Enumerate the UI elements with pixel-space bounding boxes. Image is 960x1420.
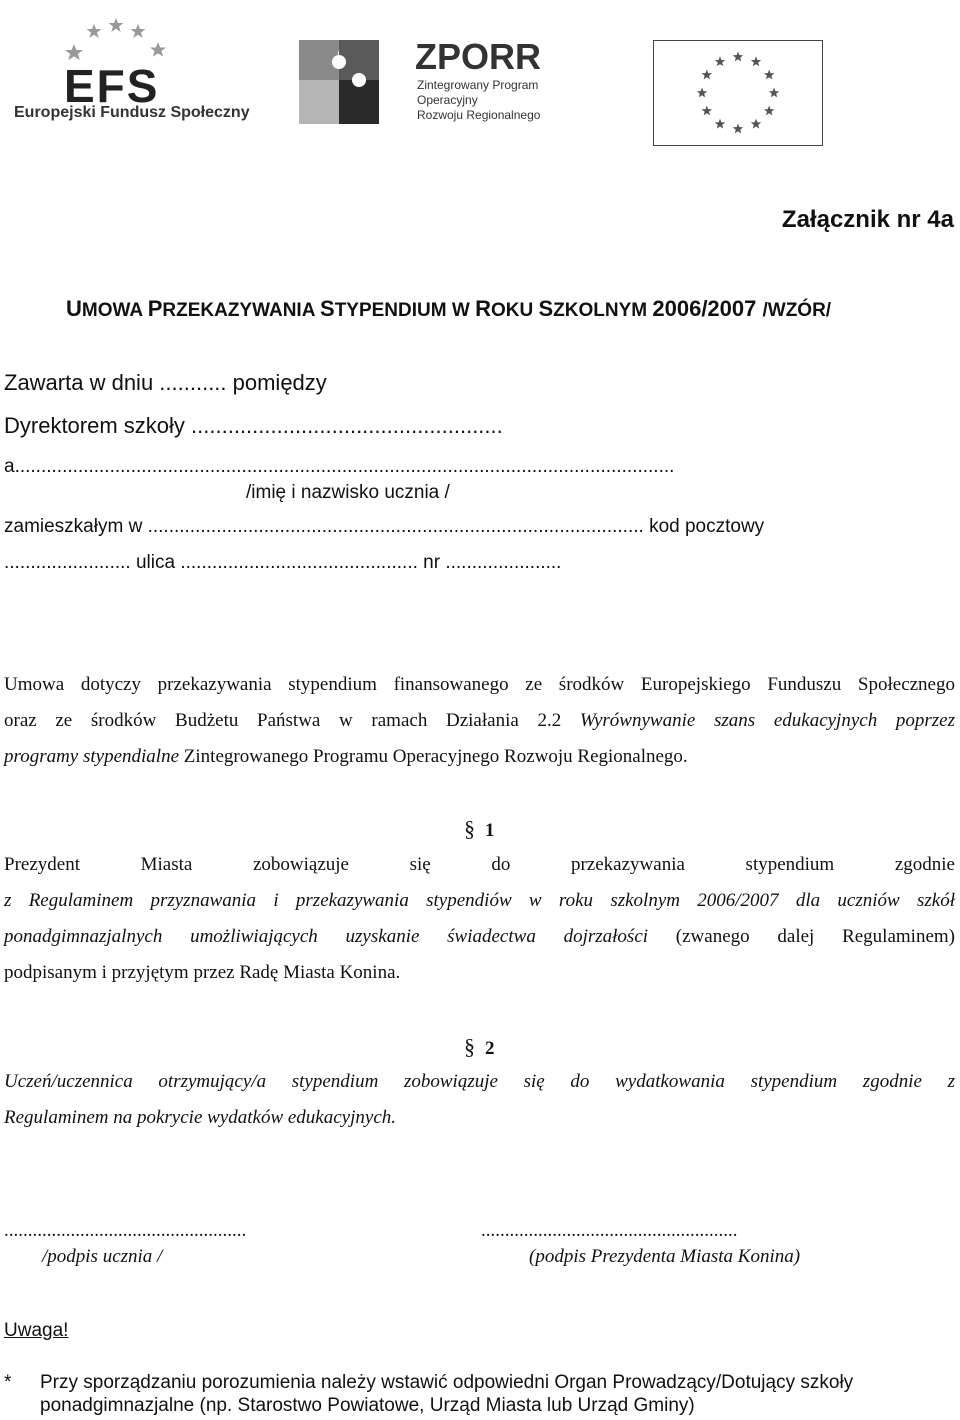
eu-star-icon: [769, 88, 779, 98]
student-name-caption: /imię i nazwisko ucznia /: [246, 482, 450, 503]
address-line: zamieszkałym w .............................................................................................. kod pocztowy: [4, 516, 765, 537]
student-name-line: a.............................................................................................................................: [4, 456, 675, 477]
section-1-line-3: ponadgimnazjalnych umożliwiających uzyskanie świadectwa dojrzałości (zwanego dalej Regulaminem): [4, 926, 955, 947]
eu-star-icon: [764, 106, 775, 116]
eu-star-icon: [702, 106, 713, 116]
agreement-title: UMOWA PRZEKAZYWANIA STYPENDIUM W ROKU SZKOLNYM 2006/2007 /WZÓR/: [66, 296, 832, 321]
zporr-subtitle: [417, 78, 540, 123]
eu-star-icon: [733, 52, 743, 62]
section-2-heading: § 2: [464, 1034, 495, 1059]
eu-flag-icon: [653, 40, 823, 146]
intro-line-3: programy stypendialne Zintegrowanego Programu Operacyjnego Rozwoju Regionalnego.: [4, 746, 688, 767]
section-2-line-2: Regulaminem na pokrycie wydatków edukacyjnych.: [4, 1107, 396, 1128]
eu-star-icon: [751, 119, 761, 129]
note-line-1: Przy sporządzaniu porozumienia należy wstawić odpowiedni Organ Prowadzący/Dotujący szkoły: [40, 1372, 854, 1393]
student-signature-caption: /podpis ucznia /: [42, 1246, 163, 1267]
intro-line-2: oraz ze środków Budżetu Państwa w ramach Działania 2.2 Wyrównywanie szans edukacyjnych poprzez: [4, 710, 955, 731]
director-line: Dyrektorem szkoły ...................................................: [4, 413, 503, 438]
section-1-heading: § 1: [464, 816, 495, 841]
contract-date-line: Zawarta w dniu ........... pomiędzy: [4, 370, 327, 395]
section-2-line-1: Uczeń/uczennica otrzymujący/a stypendium zobowiązuje się do wydatkowania stypendium zgodnie z: [4, 1071, 955, 1092]
eu-star-icon: [715, 56, 725, 66]
zporr-line3: Rozwoju Regionalnego: [417, 108, 541, 122]
eu-star-icon: [764, 70, 775, 80]
street-line: ........................ ulica ............................................. nr ......................: [4, 552, 562, 573]
zporr-line2: Operacyjny: [417, 93, 478, 107]
eu-star-icon: [733, 124, 743, 134]
eu-star-icon: [751, 56, 761, 66]
intro-line-1: Umowa dotyczy przekazywania stypendium finansowanego ze środków Europejskiego Funduszu Społecznego: [4, 674, 955, 695]
note-line-2: ponadgimnazjalne (np. Starostwo Powiatowe, Urząd Miasta lub Urząd Gminy): [40, 1395, 695, 1416]
zporr-acronym: ZPORR: [415, 36, 541, 77]
efs-logo: [14, 14, 250, 134]
section-1-line-1: Prezydent Miasta zobowiązuje się do przekazywania stypendium zgodnie: [4, 854, 955, 875]
attachment-label: Załącznik nr 4a: [781, 206, 954, 233]
eu-star-icon: [702, 70, 713, 80]
student-signature-line: ...................................................: [4, 1220, 247, 1241]
eu-star-icon: [697, 88, 707, 98]
note-heading: Uwaga!: [4, 1320, 69, 1341]
president-signature-caption: (podpis Prezydenta Miasta Konina): [529, 1246, 801, 1267]
note-bullet: *: [4, 1372, 12, 1393]
svg-text:EFS: EFS: [64, 60, 160, 112]
zporr-line1: Zintegrowany Program: [417, 78, 539, 92]
zporr-logo: [295, 32, 545, 132]
efs-name: Europejski Fundusz Społeczny: [14, 104, 250, 121]
section-1-line-2: z Regulaminem przyznawania i przekazywania stypendiów w roku szkolnym 2006/2007 dla uczniów szkół: [4, 890, 955, 911]
president-signature-line: ......................................................: [481, 1220, 738, 1241]
eu-star-icon: [715, 119, 725, 129]
section-1-line-4: podpisanym i przyjętym przez Radę Miasta Konina.: [4, 962, 401, 983]
puzzle-icon: [295, 32, 407, 132]
